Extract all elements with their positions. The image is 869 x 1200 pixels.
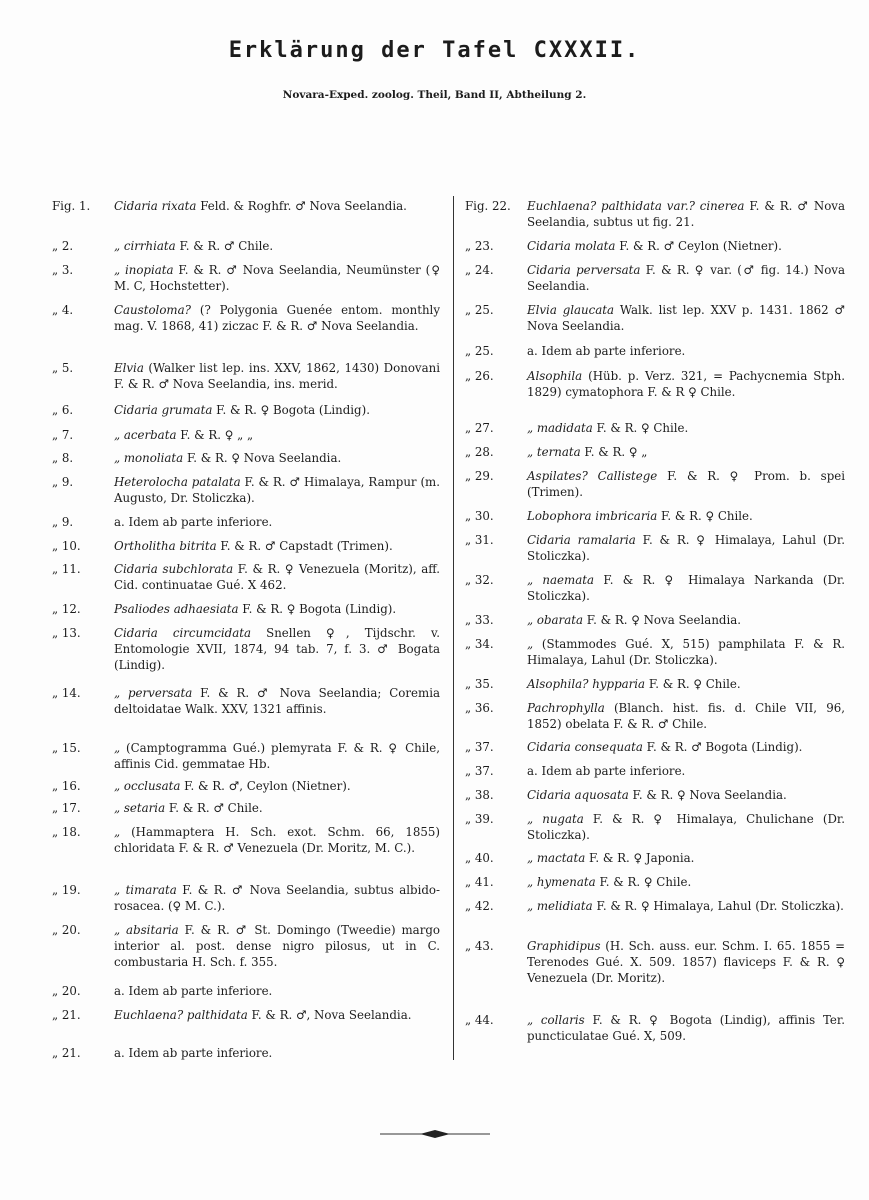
figure-number: „ 43.: [465, 939, 494, 953]
figure-number: „ 16.: [52, 779, 81, 793]
species-name: Lobophora imbricaria: [527, 509, 658, 523]
figure-number: „ 11.: [52, 562, 81, 576]
figure-description: [527, 700, 845, 732]
figure-number: „ 37.: [465, 764, 494, 778]
species-name: „ obarata: [527, 613, 583, 627]
figure-description: [114, 561, 440, 593]
figure-details: F. & R. ♀ „ „: [176, 428, 254, 442]
figure-description: [114, 538, 440, 554]
figure-details: F. & R. ♀ Nova Seelandia.: [583, 613, 742, 627]
species-name: Cidaria aquosata: [527, 788, 629, 802]
figure-details: (Walker list lep. ins. XXV, 1862, 1430) Donovani F. & R. ♂ Nova Seelandia, ins. merid.: [114, 361, 440, 391]
species-name: „ madidata: [527, 421, 593, 435]
figure-entry: [52, 824, 440, 856]
species-name: Elvia glaucata: [527, 303, 615, 317]
figure-entry: [465, 938, 845, 986]
figure-description: [114, 1007, 440, 1023]
figure-entry: [52, 514, 440, 530]
figure-entry: [465, 238, 845, 254]
figure-description: [527, 739, 845, 755]
figure-details: F. & R. ♀ „: [580, 445, 648, 459]
figure-entry: [52, 262, 440, 294]
figure-description: [527, 420, 845, 436]
figure-description: [114, 514, 440, 530]
figure-number: „ 3.: [52, 263, 74, 277]
species-name: „ occlusata: [114, 779, 181, 793]
figure-entry: [52, 685, 440, 717]
species-name: „ setaria: [114, 801, 166, 815]
species-name: Aspilates? Callistege: [527, 469, 658, 483]
figure-entry: [465, 612, 845, 628]
figure-description: [114, 262, 440, 294]
figure-details: F. & R. ♂ Chile.: [175, 239, 274, 253]
figure-description: [527, 572, 845, 604]
end-ornament: [380, 1128, 490, 1140]
figure-number: „ 5.: [52, 361, 74, 375]
figure-number: „ 7.: [52, 428, 74, 442]
figure-details: a. Idem ab parte inferiore.: [114, 515, 273, 529]
species-name: Cidaria consequata: [527, 740, 643, 754]
figure-description: [527, 612, 845, 628]
figure-number: „ 20.: [52, 984, 81, 998]
figure-entry: [465, 468, 845, 500]
figure-entry: [465, 302, 845, 334]
figure-entry: [52, 427, 440, 443]
figure-description: [114, 983, 440, 999]
species-name: Euchlaena? palthidata: [114, 1008, 248, 1022]
figure-details: F. & R. ♀ Himalaya, Lahul (Dr. Stoliczka).: [527, 533, 845, 563]
figure-description: [114, 198, 440, 214]
figure-number: „ 34.: [465, 637, 494, 651]
figure-number: „ 2.: [52, 239, 74, 253]
figure-number: „ 29.: [465, 469, 494, 483]
figure-entry: [465, 262, 845, 294]
column-divider: [453, 196, 454, 1060]
figure-details: F. & R. ♂ Nova Seelandia, subtus ut fig. 21.: [527, 199, 845, 229]
figure-number: „ 24.: [465, 263, 494, 277]
figure-number: „ 23.: [465, 239, 494, 253]
figure-entry: [465, 532, 845, 564]
figure-description: [114, 922, 440, 970]
figure-entry: [52, 1045, 440, 1061]
figure-entry: [465, 343, 845, 359]
figure-description: [114, 740, 440, 772]
figure-details: F. & R. ♀ Bogota (Lindig), affinis Ter. puncticulatae Gué. X, 509.: [527, 1013, 845, 1043]
figure-number: „ 44.: [465, 1013, 494, 1027]
figure-number: „ 20.: [52, 923, 81, 937]
figure-description: [114, 685, 440, 717]
figure-number: „ 27.: [465, 421, 494, 435]
figure-description: [114, 427, 440, 443]
figure-description: [527, 532, 845, 564]
species-name: Psaliodes adhaesiata: [114, 602, 239, 616]
figure-number: „ 6.: [52, 403, 74, 417]
figure-number: „ 36.: [465, 701, 494, 715]
species-name: Caustoloma?: [114, 303, 191, 317]
figure-description: [527, 444, 845, 460]
figure-description: [527, 938, 845, 986]
figure-number: „ 17.: [52, 801, 81, 815]
figure-number: Fig. 1.: [52, 199, 91, 213]
figure-details: a. Idem ab parte inferiore.: [114, 1046, 273, 1060]
figure-number: „ 15.: [52, 741, 81, 755]
figure-description: [114, 302, 440, 334]
figure-entry: [465, 676, 845, 692]
figure-number: „ 13.: [52, 626, 81, 640]
figure-number: „ 39.: [465, 812, 494, 826]
figure-description: [527, 898, 845, 914]
species-name: „ absitaria: [114, 923, 179, 937]
figure-entry: [52, 360, 440, 392]
species-name: Cidaria ramalaria: [527, 533, 636, 547]
species-name: Euchlaena? palthidata var.? cinerea: [527, 199, 745, 213]
figure-entry: [465, 874, 845, 890]
species-name: Cidaria subchlorata: [114, 562, 234, 576]
figure-description: [114, 450, 440, 466]
figure-entry: [465, 368, 845, 400]
species-name: Alsophila? hypparia: [527, 677, 646, 691]
figure-details: (Stammodes Gué. X, 515) pamphilata F. & R. Himalaya, Lahul (Dr. Stoliczka).: [527, 637, 845, 667]
figure-details: F. & R. ♂ St. Domingo (Tweedie) margo interior al. post. dense nigro pilosus, ut in C. combustaria H. Sch. f. 355.: [114, 923, 440, 969]
figure-entry: [52, 1007, 440, 1023]
figure-entry: [465, 739, 845, 755]
figure-entry: [465, 444, 845, 460]
figure-number: „ 37.: [465, 740, 494, 754]
page-subtitle: Novara-Exped. zoolog. Theil, Band II, Abtheilung 2.: [282, 89, 587, 101]
figure-entry: [465, 700, 845, 732]
figure-details: F. & R. ♀ Japonia.: [585, 851, 695, 865]
figure-details: a. Idem ab parte inferiore.: [527, 764, 686, 778]
species-name: Cidaria perversata: [527, 263, 641, 277]
figure-entry: [465, 787, 845, 803]
figure-entry: [465, 898, 845, 914]
figure-description: [527, 787, 845, 803]
figure-number: „ 21.: [52, 1008, 81, 1022]
figure-number: „ 21.: [52, 1046, 81, 1060]
figure-description: [527, 468, 845, 500]
figure-details: F. & R. ♀ Himalaya Narkanda (Dr. Stoliczka).: [527, 573, 846, 603]
species-name: Cidaria rixata: [114, 199, 197, 213]
figure-description: [114, 625, 440, 673]
species-name: Ortholitha bitrita: [114, 539, 217, 553]
figure-details: (? Polygonia Guenée entom. monthly mag. V. 1868, 41) ziczac F. & R. ♂ Nova Seelandia.: [114, 303, 440, 333]
figure-entry: [465, 850, 845, 866]
figure-description: [114, 1045, 440, 1061]
figure-number: „ 42.: [465, 899, 494, 913]
figure-details: F. & R. ♀ Chile.: [592, 421, 689, 435]
figure-details: F. & R. ♀ Himalaya, Lahul (Dr. Stoliczka).: [592, 899, 844, 913]
species-name: „ melidiata: [527, 899, 593, 913]
figure-entry: [52, 625, 440, 673]
figure-number: „ 9.: [52, 475, 74, 489]
figure-details: Walk. list lep. XXV p. 1431. 1862 ♂ Nova Seelandia.: [527, 303, 846, 333]
figure-entry: [52, 778, 440, 794]
figure-details: F. & R. ♂, Nova Seelandia.: [247, 1008, 412, 1022]
figure-details: (Hüb. p. Verz. 321, = Pachycnemia Stph. 1829) cymatophora F. & R ♀ Chile.: [527, 369, 845, 399]
figure-number: „ 14.: [52, 686, 81, 700]
figure-entry: [52, 740, 440, 772]
figure-entry: [52, 601, 440, 617]
figure-description: [527, 302, 845, 334]
figure-number: „ 30.: [465, 509, 494, 523]
species-name: „ ternata: [527, 445, 581, 459]
figure-entry: [465, 508, 845, 524]
figure-description: [527, 763, 845, 779]
figure-details: F. & R. ♂ Nova Seelandia, Neumünster (♀ M. C, Hochstetter).: [114, 263, 440, 293]
figure-description: [114, 882, 440, 914]
figure-details: F. & R. ♂ Capstadt (Trimen).: [216, 539, 393, 553]
species-name: Cidaria circumcidata: [114, 626, 252, 640]
figure-details: (Hammaptera H. Sch. exot. Schm. 66, 1855) chloridata F. & R. ♂ Venezuela (Dr. Moritz, M. C.).: [114, 825, 440, 855]
figure-entry: [52, 474, 440, 506]
figure-entry: [52, 238, 440, 254]
figure-description: [114, 402, 440, 418]
species-name: Elvia: [114, 361, 144, 375]
species-name: „: [114, 825, 121, 839]
figure-entry: [465, 636, 845, 668]
figure-details: F. & R. ♂ Nova Seelandia, subtus albido-rosacea. (♀ M. C.).: [114, 883, 440, 913]
figure-entry: [465, 763, 845, 779]
figure-details: Snellen ♀, Tijdschr. v. Entomologie XVII, 1874, 94 tab. 7, f. 3. ♂ Bogata (Lindig).: [114, 626, 440, 672]
figure-description: [527, 343, 845, 359]
species-name: „ cirrhiata: [114, 239, 176, 253]
species-name: Heterolocha patalata: [114, 475, 241, 489]
figure-number: „ 31.: [465, 533, 494, 547]
species-name: Cidaria molata: [527, 239, 616, 253]
figure-description: [527, 850, 845, 866]
species-name: „ monoliata: [114, 451, 184, 465]
figure-entry: [52, 302, 440, 334]
figure-number: „ 25.: [465, 344, 494, 358]
species-name: „: [114, 741, 121, 755]
figure-entry: [52, 983, 440, 999]
figure-entry: [52, 198, 440, 214]
figure-details: F. & R. ♀ Chile.: [657, 509, 753, 523]
species-name: „ collaris: [527, 1013, 585, 1027]
species-name: Pachrophylla: [527, 701, 605, 715]
figure-details: F. & R. ♂, Ceylon (Nietner).: [180, 779, 351, 793]
figure-entry: [52, 922, 440, 970]
figure-description: [114, 601, 440, 617]
figure-number: „ 41.: [465, 875, 494, 889]
figure-description: [527, 874, 845, 890]
figure-number: Fig. 22.: [465, 199, 511, 213]
species-name: „: [527, 637, 534, 651]
species-name: „ mactata: [527, 851, 586, 865]
species-name: „ perversata: [114, 686, 193, 700]
figure-description: [527, 368, 845, 400]
figure-entry: [465, 420, 845, 436]
figure-description: [114, 800, 440, 816]
figure-entry: [52, 882, 440, 914]
figure-number: „ 33.: [465, 613, 494, 627]
species-name: „ naemata: [527, 573, 595, 587]
figure-details: F. & R. ♀ Bogota (Lindig).: [212, 403, 370, 417]
figure-details: F. & R. ♂ Chile.: [165, 801, 263, 815]
figure-entry: [52, 538, 440, 554]
figure-details: F. & R. ♂ Bogota (Lindig).: [642, 740, 803, 754]
figure-number: „ 25.: [465, 303, 494, 317]
figure-description: [527, 636, 845, 668]
figure-details: (Camptogramma Gué.) plemyrata F. & R. ♀ Chile, affinis Cid. gemmatae Hb.: [114, 741, 440, 771]
figure-description: [114, 238, 440, 254]
figure-number: „ 32.: [465, 573, 494, 587]
species-name: „ nugata: [527, 812, 584, 826]
figure-number: „ 4.: [52, 303, 74, 317]
figure-number: „ 8.: [52, 451, 74, 465]
figure-details: (H. Sch. auss. eur. Schm. I. 65. 1855 = Terenodes Gué. X. 509. 1857) flaviceps F. & R. ♀ Venezuela (Dr. Moritz).: [527, 939, 845, 985]
figure-entry: [465, 198, 845, 230]
figure-details: F. & R. ♂ Himalaya, Rampur (m. Augusto, Dr. Stoliczka).: [114, 475, 440, 505]
figure-description: [527, 811, 845, 843]
figure-details: F. & R. ♀ Chile.: [645, 677, 741, 691]
figure-details: F. & R. ♀ Chile.: [595, 875, 692, 889]
figure-number: „ 12.: [52, 602, 81, 616]
figure-number: „ 26.: [465, 369, 494, 383]
species-name: Alsophila: [527, 369, 583, 383]
figure-number: „ 38.: [465, 788, 494, 802]
figure-details: F. & R. ♂ Nova Seelandia; Coremia deltoidatae Walk. XXV, 1321 affinis.: [114, 686, 440, 716]
figure-entry: [52, 561, 440, 593]
figure-number: „ 9.: [52, 515, 74, 529]
figure-entry: [465, 572, 845, 604]
figure-entry: [52, 450, 440, 466]
figure-description: [527, 198, 845, 230]
figure-details: (Blanch. hist. fis. d. Chile VII, 96, 1852) obelata F. & R. ♂ Chile.: [527, 701, 845, 731]
figure-details: F. & R. ♀ var. (♂ fig. 14.) Nova Seelandia.: [527, 263, 845, 293]
figure-entry: [465, 1012, 845, 1044]
figure-number: „ 10.: [52, 539, 81, 553]
species-name: „ inopiata: [114, 263, 174, 277]
figure-description: [527, 238, 845, 254]
figure-description: [114, 360, 440, 392]
figure-entry: [465, 811, 845, 843]
figure-details: Feld. & Roghfr. ♂ Nova Seelandia.: [196, 199, 407, 213]
figure-details: F. & R. ♀ Prom. b. spei (Trimen).: [527, 469, 845, 499]
figure-details: a. Idem ab parte inferiore.: [114, 984, 273, 998]
figure-description: [114, 778, 440, 794]
figure-details: F. & R. ♀ Bogota (Lindig).: [238, 602, 397, 616]
figure-details: F. & R. ♀ Venezuela (Moritz), aff. Cid. continuatae Gué. X 462.: [114, 562, 440, 592]
figure-number: „ 35.: [465, 677, 494, 691]
figure-number: „ 40.: [465, 851, 494, 865]
figure-number: „ 18.: [52, 825, 81, 839]
figure-description: [114, 474, 440, 506]
figure-details: F. & R. ♀ Himalaya, Chulichane (Dr. Stoliczka).: [527, 812, 846, 842]
figure-details: a. Idem ab parte inferiore.: [527, 344, 686, 358]
figure-details: F. & R. ♂ Ceylon (Nietner).: [615, 239, 782, 253]
species-name: „ acerbata: [114, 428, 177, 442]
figure-entry: [52, 800, 440, 816]
figure-details: F. & R. ♀ Nova Seelandia.: [628, 788, 787, 802]
figure-details: F. & R. ♀ Nova Seelandia.: [183, 451, 342, 465]
page-title: Erklärung der Tafel CXXXII.: [228, 38, 641, 63]
figure-description: [527, 262, 845, 294]
figure-entry: [52, 402, 440, 418]
figure-number: „ 19.: [52, 883, 81, 897]
species-name: „ timarata: [114, 883, 177, 897]
species-name: Graphidipus: [527, 939, 601, 953]
species-name: „ hymenata: [527, 875, 596, 889]
figure-description: [527, 508, 845, 524]
figure-number: „ 28.: [465, 445, 494, 459]
species-name: Cidaria grumata: [114, 403, 213, 417]
figure-description: [527, 676, 845, 692]
figure-description: [114, 824, 440, 856]
figure-description: [527, 1012, 845, 1044]
